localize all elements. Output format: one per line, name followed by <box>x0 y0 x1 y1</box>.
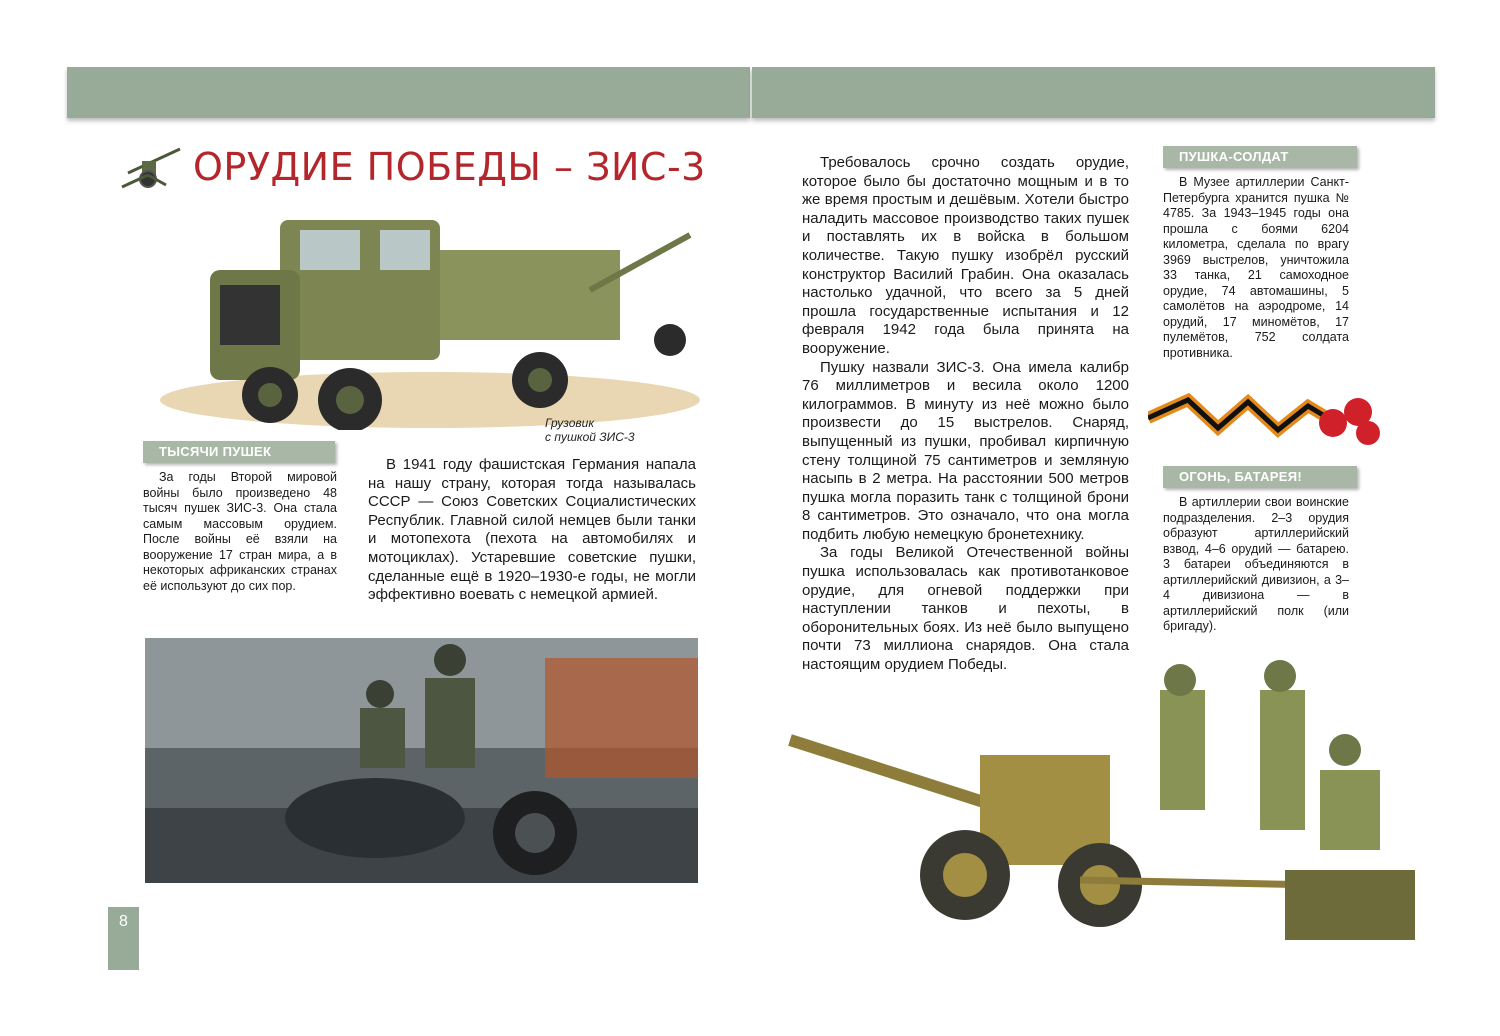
header-band-left <box>67 67 750 118</box>
main-right-text <box>802 154 1129 675</box>
sidebar-battery-heading: ОГОНЬ, БАТАРЕЯ! <box>1163 466 1357 488</box>
main-right-paragraph-2: Пушку назвали ЗИС-3. Она имела калибр 76 миллиметров и весила около 1200 килограммов. В минуту из неё можно было произвести до 15 выстрелов. Снаряд, выпущенный из пушки, пробивал кирпичную стену толщиной 75 сантиметров и земляную насыпь в 2 метра. На расстоянии 500 метров пушка могла поразить танк с толщиной брони 8 сантиметров. Это означало, что она могла подбить любую немецкую бронетехнику. <box>802 358 1129 543</box>
cannon-icon <box>118 143 184 193</box>
header-band-right <box>752 67 1435 118</box>
truck-caption-line1: Грузовик <box>545 416 594 430</box>
gun-crew-illustration <box>780 660 1420 945</box>
page-title: ОРУДИЕ ПОБЕДЫ – ЗИС-3 <box>193 145 706 189</box>
sidebar-soldier-heading: ПУШКА-СОЛДАТ <box>1163 146 1357 168</box>
page-number: 8 <box>108 907 139 970</box>
sidebar-soldier-text: В Музее артиллерии Санкт-Петербурга хранится пушка № 4785. За 1943–1945 годы она прошла с боями 6204 километра, сделала по врагу 3969 выстрелов, уничтожила 33 танка, 21 самоходное орудие, 74 автомашины, 5 самолётов на аэродроме, 14 орудий, 17 миномётов, 17 пулемётов, 752 солдата противника. <box>1163 175 1349 360</box>
truck-caption-line2: с пушкой ЗИС-3 <box>545 430 635 444</box>
main-right-paragraph-1: Требовалось срочно создать орудие, которое было бы достаточно мощным и в то же время простым и дешёвым. Хотели быстро наладить массовое производство таких пушек и поставлять их в войска в большом количестве. Такую пушку изобрёл русский конструктор Василий Грабин. Она оказалась настолько удачной, что всего за 5 дней прошла государственные испытания и 12 февраля 1942 года была принята на вооружение. <box>802 154 1129 357</box>
sidebar-battery-text: В артиллерии свои воинские подразделения. 2–3 орудия образуют артиллерийский взвод, 4–6 орудий — батарею. 3 батареи объединяются в артиллерийский дивизион, а 3–4 дивизиона — в артиллерийский полк (или бригаду). <box>1163 495 1349 633</box>
truck-caption <box>545 416 635 444</box>
main-left-paragraph: В 1941 году фашистская Германия напала на нашу страну, которая тогда называлась СССР — Союз Советских Социалистических Республик. Главной силой немцев были танки и мотопехота (пехота на автомобилях и мотоциклах). Устаревшие советские пушки, сделанные ещё в 1920–1930-е годы, не могли эффективно воевать с немецкой армией. <box>368 456 696 604</box>
main-left-text <box>368 456 696 605</box>
truck-illustration <box>150 190 710 430</box>
sidebar-thousands-heading: ТЫСЯЧИ ПУШЕК <box>143 441 335 463</box>
ribbon-carnations-illustration <box>1148 388 1383 450</box>
motorcycle-illustration <box>145 638 698 883</box>
sidebar-thousands-text: За годы Второй мировой войны было произведено 48 тысяч пушек ЗИС-3. Она стала самым массовым орудием. После войны её взяли на вооружение 17 стран мира, а в некоторых африканских странах её используют до сих пор. <box>143 470 337 593</box>
main-right-paragraph-3: За годы Великой Отечественной войны пушка использовалась как противотанковое орудие, для огневой поддержки при наступлении танков и пехоты, в оборонительных боях. Из неё было выпущено почти 73 миллиона снарядов. Она стала настоящим орудием Победы. <box>802 544 1129 674</box>
